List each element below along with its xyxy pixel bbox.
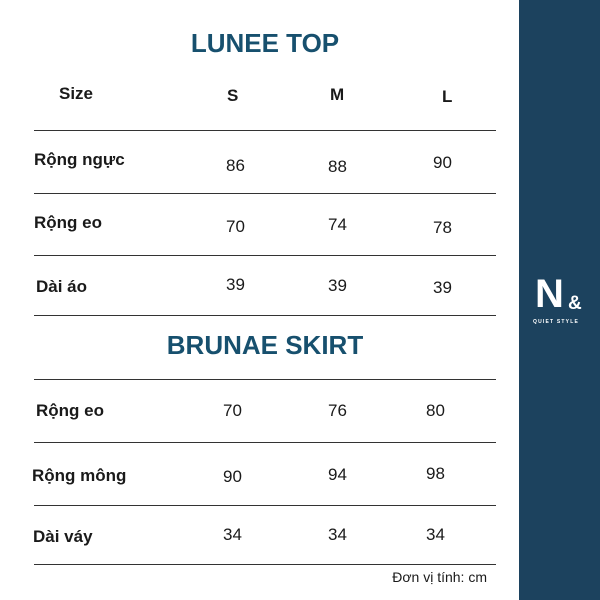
top-row-chest-s: 86 <box>226 156 245 175</box>
size-header-l: L <box>442 87 453 106</box>
skirt-row-waist-label: Rộng eo <box>36 401 104 420</box>
top-row-chest-label: Rộng ngực <box>34 150 125 169</box>
skirt-title: BRUNAE SKIRT <box>166 330 364 360</box>
skirt-row-hip-s: 90 <box>223 467 242 486</box>
table-divider <box>34 193 496 194</box>
top-row-waist-m: 74 <box>328 215 347 234</box>
brand-tagline: QUIET STYLE <box>533 319 579 325</box>
skirt-row-hip-l: 98 <box>426 464 445 483</box>
size-header-m: M <box>330 85 345 104</box>
skirt-row-length-l: 34 <box>426 525 445 544</box>
top-title: LUNEE TOP <box>190 28 340 58</box>
top-row-waist-l: 78 <box>433 218 452 237</box>
brand-logo-letter: N <box>535 272 562 316</box>
skirt-row-length-label: Dài váy <box>33 527 93 546</box>
top-row-waist-s: 70 <box>226 217 245 236</box>
unit-note: Đơn vị tính: cm <box>392 569 487 585</box>
top-row-waist-label: Rộng eo <box>34 213 102 232</box>
skirt-row-hip-label: Rộng mông <box>32 466 127 485</box>
size-header-label: Size <box>59 84 94 103</box>
table-divider <box>34 564 496 565</box>
top-row-length-m: 39 <box>328 276 347 295</box>
brand-sidebar <box>519 0 600 600</box>
table-divider <box>34 505 496 506</box>
skirt-row-length-s: 34 <box>223 525 242 544</box>
top-row-chest-l: 90 <box>433 153 452 172</box>
table-divider <box>34 379 496 380</box>
top-row-chest-m: 88 <box>328 157 347 176</box>
top-row-length-label: Dài áo <box>36 277 88 296</box>
skirt-row-hip-m: 94 <box>328 465 347 484</box>
brand-logo-ampersand: & <box>568 293 582 314</box>
table-divider <box>34 130 496 131</box>
table-divider <box>34 255 496 256</box>
brand-logo <box>533 272 589 325</box>
skirt-row-waist-l: 80 <box>426 401 445 420</box>
table-divider <box>34 315 496 316</box>
top-row-length-l: 39 <box>433 278 452 297</box>
size-header-s: S <box>227 86 239 105</box>
top-row-length-s: 39 <box>226 275 245 294</box>
skirt-row-waist-m: 76 <box>328 401 347 420</box>
skirt-row-waist-s: 70 <box>223 401 242 420</box>
skirt-row-length-m: 34 <box>328 525 347 544</box>
table-divider <box>34 442 496 443</box>
